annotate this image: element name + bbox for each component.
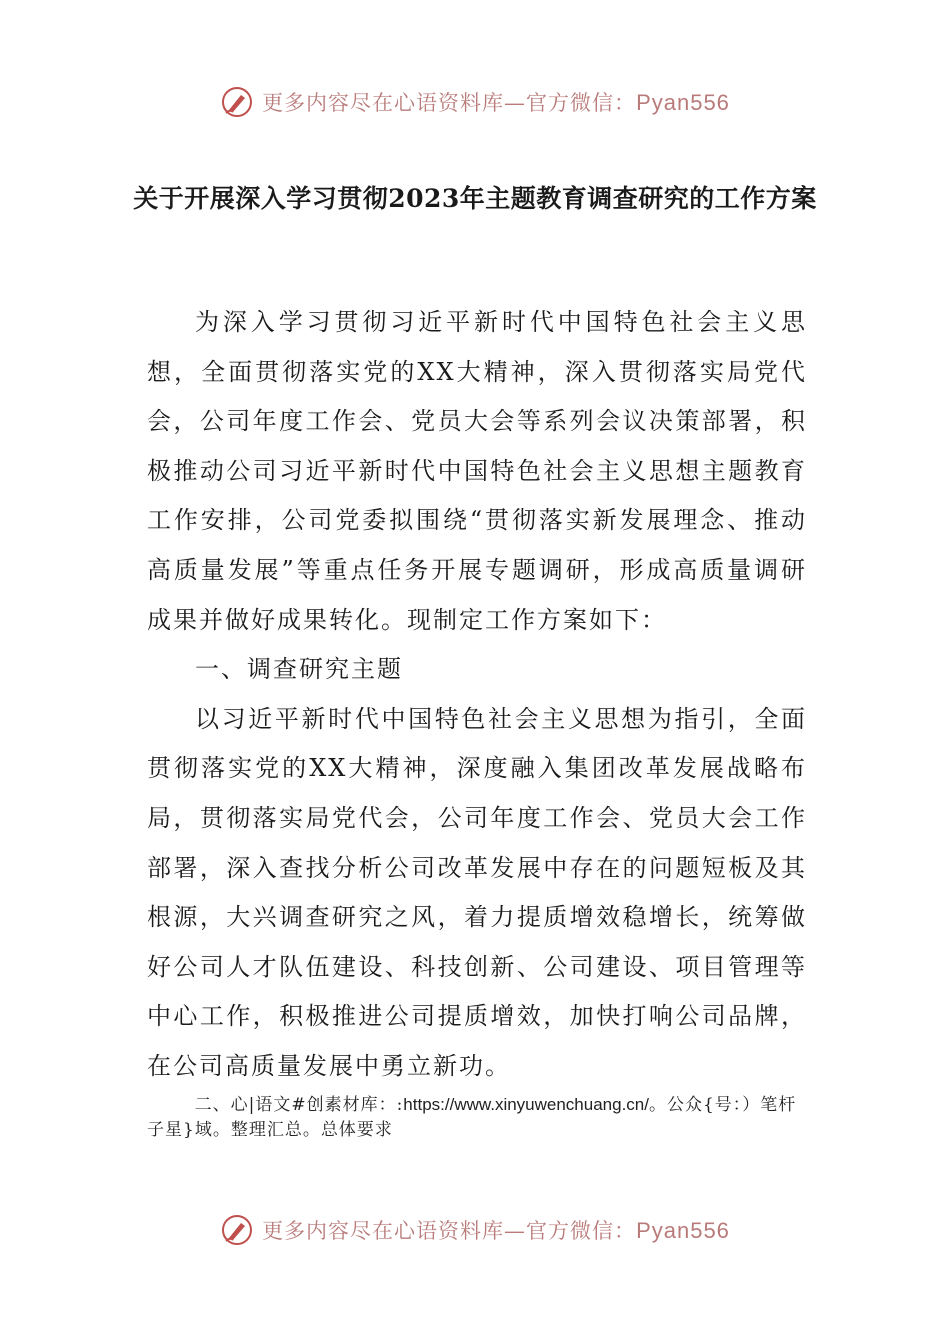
footnote bbox=[147, 1092, 807, 1143]
section-1-paragraph: 以习近平新时代中国特色社会主义思想为指引，全面贯彻落实党的XX大精神，深度融入集团改革发展战略布局，贯彻落实局党代会，公司年度工作会、党员大会工作部署，深入查找分析公司改革发展中存在的问题短板及其根源，大兴调查研究之风，着力提质增效稳增长，统筹做好公司人才队伍建设、科技创新、公司建设、项目管理等中心工作，积极推进公司提质增效，加快打响公司品牌，在公司高质量发展中勇立新功。 bbox=[147, 704, 807, 1080]
banner-text-cn: 更多内容尽在心语资料库—官方微信： bbox=[262, 1219, 637, 1243]
footnote-suffix: 。公众{号：）笔杆子星}域。整理汇总。总体要求 bbox=[147, 1095, 797, 1140]
intro-paragraph: 为深入学习贯彻习近平新时代中国特色社会主义思想，全面贯彻落实党的XX大精神，深入贯彻落实局党代会，公司年度工作会、党员大会等系列会议决策部署，积极推动公司习近平新时代中国特色社会主义思想主题教育工作安排，公司党委拟围绕“贯彻落实新发展理念、推动高质量发展”等重点任务开展专题调研，形成高质量调研成果并做好成果转化。现制定工作方案如下： bbox=[147, 308, 807, 634]
footer-banner bbox=[0, 1210, 950, 1250]
document-title: 关于开展深入学习贯彻2023年主题教育调查研究的工作方案 bbox=[133, 184, 817, 213]
banner-text bbox=[262, 1215, 730, 1245]
footnote-line bbox=[147, 1092, 807, 1143]
footnote-prefix: 二、心|语文#创素材库：: bbox=[194, 1095, 404, 1115]
document-body bbox=[147, 298, 807, 1092]
header-banner bbox=[0, 82, 950, 122]
footnote-url[interactable]: https://www.xinyuwenchuang.cn/ bbox=[403, 1095, 649, 1114]
section-heading-1: 一、调查研究主题 bbox=[195, 655, 403, 684]
banner-wechat-id: Pyan556 bbox=[636, 1218, 730, 1243]
pen-logo-icon bbox=[220, 85, 254, 119]
banner-wechat-id: Pyan556 bbox=[636, 90, 730, 115]
banner-text bbox=[262, 87, 730, 117]
banner-text-cn: 更多内容尽在心语资料库—官方微信： bbox=[262, 91, 637, 115]
pen-logo-icon bbox=[220, 1213, 254, 1247]
